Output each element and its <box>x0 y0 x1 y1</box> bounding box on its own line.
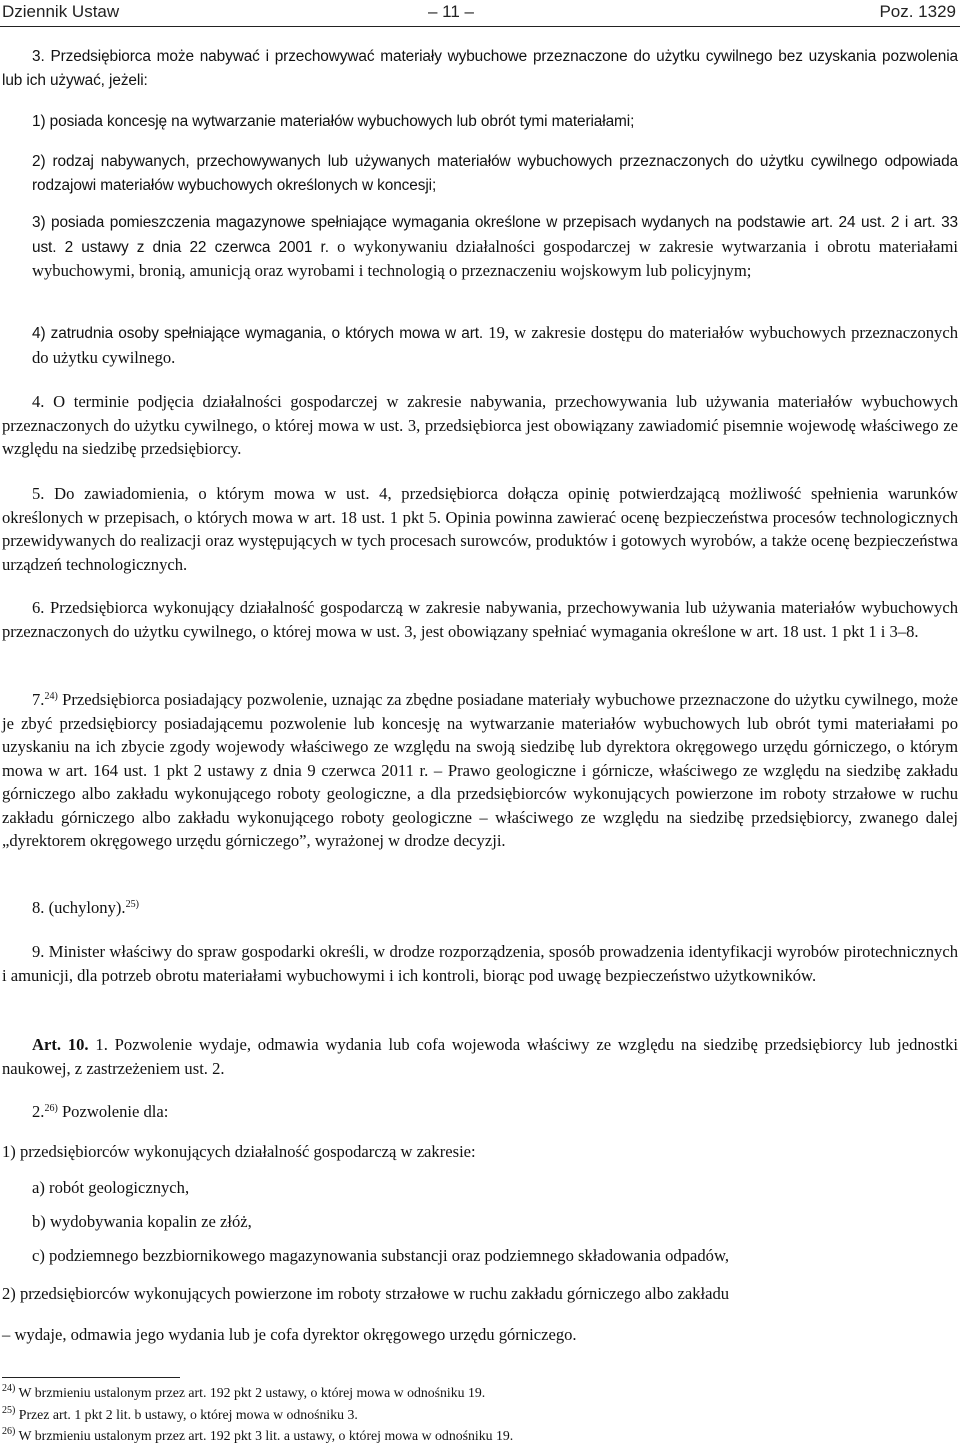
list-item-2: 2) przedsiębiorców wykonujących powierzone im roboty strzałowe w ruchu zakładu górniczego albo zakładu <box>2 1284 730 1303</box>
paragraph-4: 4. O terminie podjęcia działalności gospodarczej w zakresie nabywania, przechowywania lub używania materiałów wybuchowych przeznaczonych do użytku cywilnego, o której mowa w ust. 3, przedsiębiorca jest obowiązany zawiadomić pisemnie wojewodę właściwego ze względu na siedzibę przedsiębiorcy. <box>2 392 958 458</box>
footnote-text: W brzmieniu ustalonym przez art. 192 pkt 2 ustawy, o której mowa w odnośniku 19. <box>15 1385 486 1400</box>
item-3-part-b: o wykonywaniu działalności gospodarczej w zakresie wytwarzania i obrotu materiałami wybuchowymi, bronią, amunicją oraz wyrobami i technologią o przeznaczeniu wojskowym lub policyjnym; <box>32 236 958 280</box>
page-header <box>0 0 960 26</box>
list-item-a: a) robót geologicznych, <box>32 1178 190 1197</box>
paragraph-3-item-4 <box>2 321 958 369</box>
item-4-part-b: 19, w zakresie dostępu do materiałów wybuchowych przeznaczonych do użytku cywilnego. <box>32 323 958 367</box>
closing-line: – wydaje, odmawia jego wydania lub je cofa dyrektor okręgowego urzędu górniczego. <box>2 1325 577 1344</box>
article-heading: Art. 10. <box>32 1035 89 1054</box>
item-3-part-a: 3) posiada pomieszczenia magazynowe spełniające wymagania określone w przepisach wydanych na podstawie art. 24 ust. 2 i art. 33 ust. 2 ustawy z dnia 22 czerwca 2001 r. <box>32 214 958 256</box>
paragraph-3-item-2: 2) rodzaj nabywanych, przechowywanych lub używanych materiałów wybuchowych przeznaczonych do użytku cywilnego odpowiada rodzajowi materiałów wybuchowych określonych w koncesji; <box>32 153 958 194</box>
page-number: – 11 – <box>428 2 475 21</box>
paragraph-6: 6. Przedsiębiorca wykonujący działalność gospodarczą w zakresie nabywania, przechowywania lub używania materiałów wybuchowych przeznaczonych do użytku cywilnego, o której mowa w ust. 3, jest obowiązany spełniać wymagania określone w art. 18 ust. 1 pkt 1 i 3–8. <box>2 598 958 641</box>
footnote-text: Przez art. 1 pkt 2 lit. b ustawy, o której mowa w odnośniku 3. <box>15 1407 358 1422</box>
footnote-marker: 24) <box>2 1383 16 1394</box>
paragraph-3-item-1: 1) posiada koncesję na wytwarzanie materiałów wybuchowych lub obrót tymi materiałami; <box>32 113 635 130</box>
footnote-marker: 25) <box>2 1405 16 1416</box>
paragraph-7-number: 7. <box>32 690 45 709</box>
footnote-ref-24: 24) <box>44 691 58 702</box>
header-rule <box>0 26 960 27</box>
paragraph-7 <box>2 688 958 853</box>
paragraph-3-item-3 <box>2 210 958 283</box>
footnote-ref-25: 25) <box>125 899 139 910</box>
paragraph-5: 5. Do zawiadomienia, o którym mowa w ust. 4, przedsiębiorca dołącza opinię potwierdzającą możliwość spełnienia warunków określonych w przepisach, o których mowa w art. 18 ust. 1 pkt 5. Opinia powinna zawierać ocenę bezpieczeństwa procesów technologicznych przewidywanych do realizacji oraz występujących w tych procesach surowców, produktów i gotowych wyrobów, a także ocenę bezpieczeństwa urządzeń technologicznych. <box>2 484 958 574</box>
footnote-24 <box>2 1385 485 1401</box>
list-item-c: c) podziemnego bezzbiornikowego magazynowania substancji oraz podziemnego składowania odpadów, <box>32 1246 730 1265</box>
item-4-part-a: 4) zatrudnia osoby spełniające wymagania, o których mowa w art. <box>32 325 484 342</box>
article-10-p2-number: 2. <box>32 1102 45 1121</box>
footnote-text: W brzmieniu ustalonym przez art. 192 pkt 3 lit. a ustawy, o której mowa w odnośniku 19. <box>15 1428 514 1443</box>
article-10-p1-text: 1. Pozwolenie wydaje, odmawia wydania lub cofa wojewoda właściwy ze względu na siedzibę przedsiębiorcy lub jednostki naukowej, z zastrzeżeniem ust. 2. <box>2 1035 958 1078</box>
article-10-paragraph-2 <box>2 1100 958 1124</box>
footnote-ref-26: 26) <box>44 1103 58 1114</box>
journal-title: Dziennik Ustaw <box>2 2 120 21</box>
list-item-1: 1) przedsiębiorców wykonujących działalność gospodarczą w zakresie: <box>2 1142 476 1161</box>
footnote-rule <box>2 1377 180 1378</box>
paragraph-8-text: 8. (uchylony). <box>32 898 126 917</box>
paragraph-3-intro: 3. Przedsiębiorca może nabywać i przechowywać materiały wybuchowe przeznaczone do użytku cywilnego bez uzyskania pozwolenia lub ich używać, jeżeli: <box>2 48 958 89</box>
paragraph-7-text: Przedsiębiorca posiadający pozwolenie, uznając za zbędne posiadane materiały wybuchowe przeznaczone do użytku cywilnego, może je zbyć przedsiębiorcy posiadającemu pozwolenie lub koncesję na wytwarzanie materiałów wybuchowych lub obrót tymi materiałami po uzyskaniu na ich zbycie zgody wojewody właściwego ze względu na swoją siedzibę lub dyrektora okręgowego urzędu górniczego, o którym mowa w art. 164 ust. 1 pkt 2 ustawy z dnia 9 czerwca 2011 r. – Prawo geologiczne i górnicze, właściwego ze względu na siedzibę zakładu górniczego albo zakładu wykonującego roboty geologiczne, a dla przedsiębiorców wykonujących powierzone im roboty strzałowe w ruchu zakładu górniczego albo zakładu wykonującego roboty geologiczne – właściwego ze względu na siedzibę przedsiębiorcy, zwanego dalej „dyrektorem okręgowego urzędu górniczego”, wyrażonej w drodze decyzji. <box>2 690 958 850</box>
paragraph-9: 9. Minister właściwy do spraw gospodarki określi, w drodze rozporządzenia, sposób prowadzenia identyfikacji wyrobów pirotechnicznych i amunicji, dla potrzeb obrotu materiałami wybuchowymi i ich kontroli, biorąc pod uwagę bezpieczeństwo użytkowników. <box>2 942 958 985</box>
list-item-b: b) wydobywania kopalin ze złóż, <box>32 1212 252 1231</box>
paragraph-8 <box>2 896 958 920</box>
article-10-paragraph-1 <box>2 1033 958 1080</box>
footnote-26 <box>2 1428 513 1444</box>
article-10-p2-text: Pozwolenie dla: <box>57 1102 169 1121</box>
footnote-25 <box>2 1407 358 1423</box>
footnote-marker: 26) <box>2 1426 16 1437</box>
position-number: Poz. 1329 <box>879 2 956 21</box>
